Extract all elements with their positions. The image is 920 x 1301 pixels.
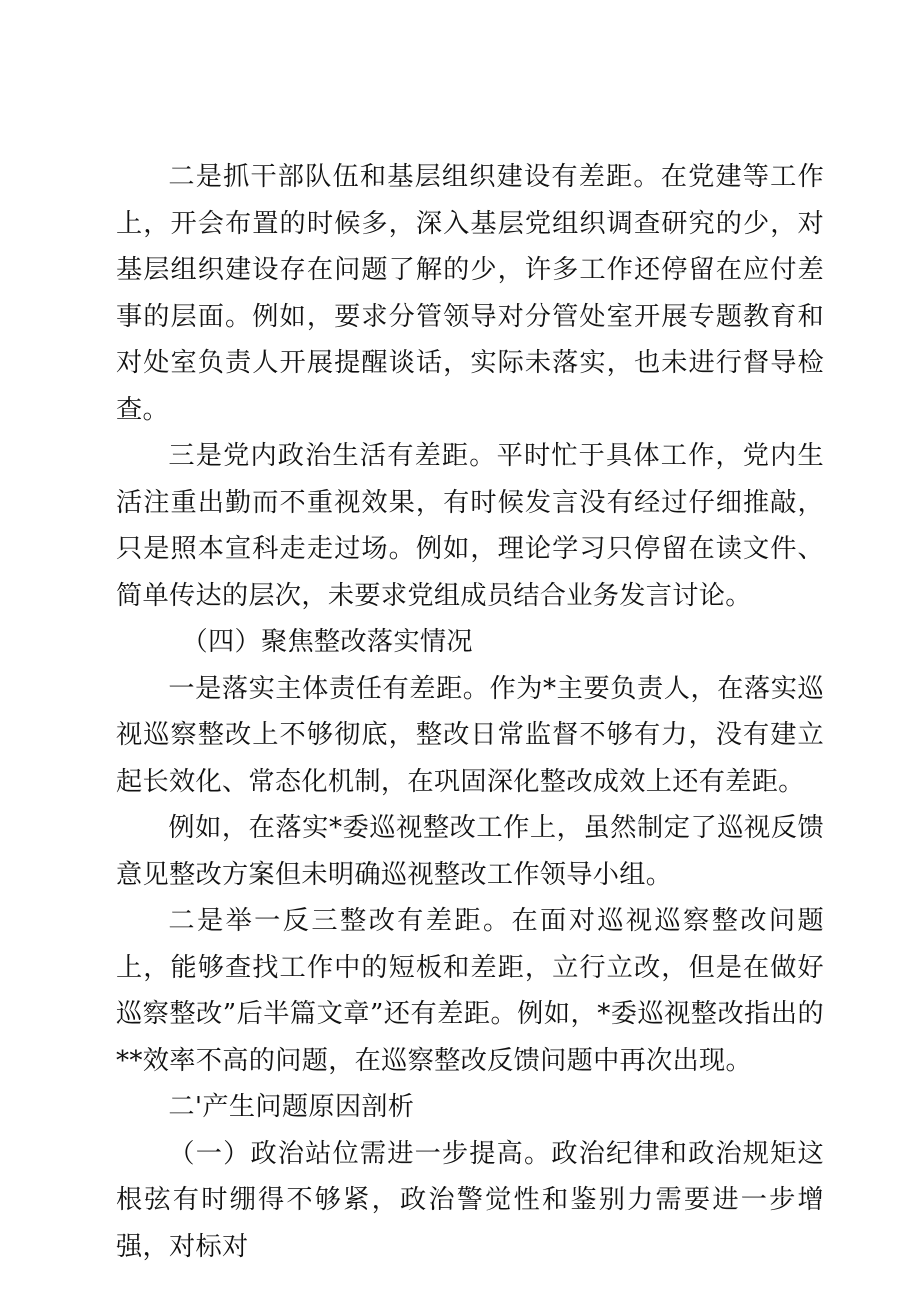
heading-rectification-section: （四）聚焦整改落实情况 <box>181 627 473 657</box>
paragraph-example-inspection: 例如，在落实*委巡视整改工作上，虽然制定了巡视反馈意见整改方案但未明确巡视整改工作领导小组。 <box>116 813 824 890</box>
paragraph-party-life-gap: 三是党内政治生活有差距。平时忙于具体工作，党内生活注重出勤而不重视效果，有时候发言没有经过仔细推敲，只是照本宣科走走过场。例如，理论学习只停留在读文件、简单传达的层次，未要求党组成员结合业务发言讨论。 <box>116 441 824 611</box>
heading-cause-analysis: 二'产生问题原因剖析 <box>168 1092 415 1122</box>
paragraph-cadre-team-gap: 二是抓干部队伍和基层组织建设有差距。在党建等工作上，开会布置的时候多，深入基层党组织调查研究的少，对基层组织建设存在问题了解的少，许多工作还停留在应付差事的层面。例如，要求分管领导对分管处室开展专题教育和对处室负责人开展提醒谈话，实际未落实，也未进行督导检查。 <box>116 162 824 425</box>
document-body <box>116 154 824 1270</box>
paragraph-main-responsibility-gap: 一是落实主体责任有差距。作为*主要负责人，在落实巡视巡察整改上不够彻底，整改日常监督不够有力，没有建立起长效化、常态化机制，在巩固深化整改成效上还有差距。 <box>116 673 824 797</box>
paragraph-political-stance: （一）政治站位需进一步提高。政治纪律和政治规矩这根弦有时绷得不够紧，政治警觉性和鉴别力需要进一步增强，对标对 <box>116 1138 824 1262</box>
paragraph-rectification-gap: 二是举一反三整改有差距。在面对巡视巡察整改问题上，能够查找工作中的短板和差距，立行立改，但是在做好巡察整改”后半篇文章”还有差距。例如，*委巡视整改指出的**效率不高的问题，在巡察整改反馈问题中再次出现。 <box>116 906 824 1076</box>
